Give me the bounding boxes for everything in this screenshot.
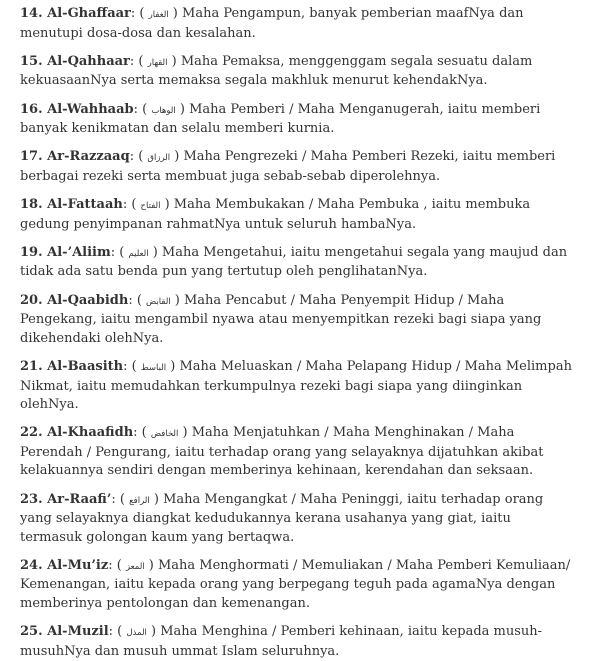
list-item: 16. Al-Wahhaab: ( الوهاب ) Maha Pemberi / Maha Menganugerah, iaitu memberi banyak kenikmatan dan selalu memberi kurnia. [20, 101, 541, 137]
entry-description: Maha Menghina / Pemberi kehinaan, iaitu kepada musuh-musuhNya dan musuh ummat Islam seluruhnya. [20, 624, 543, 659]
entry-arabic: الغفار [148, 10, 169, 20]
entry-name: 18. Al-Fattaah [20, 197, 123, 213]
list-item: 24. Al-Mu’iz: ( المعز ) Maha Menghormati / Memuliakan / Maha Pemberi Kemuliaan/ Kemenangan, iaitu kepada orang yang berpegang teguh pada agamaNya dengan memberinya pentolongan dan kemenangan. [20, 557, 571, 611]
entry-arabic: المذل [126, 628, 147, 639]
list-item: 22. Al-Khaafidh: ( الخافض ) Maha Menjatuhkan / Maha Menghinakan / Maha Perendah / Pengurang, iaitu terhadap orang yang selayaknya dijatuhkan akibat kelakuannya sendiri dengan memberinya kehinaan, kerendahan dan seksaan. [20, 425, 544, 479]
entry-name: 14. Al-Ghaffaar [20, 6, 131, 21]
entry-arabic: الرافع [129, 495, 150, 506]
entry-description: Maha Meluaskan / Maha Pelapang Hidup / Maha Melimpah Nikmat, iaitu memudahkan terkumpulnya rezeki bagi siapa yang diinginkan olehNya. [20, 359, 572, 413]
entry-name: 16. Al-Wahhaab [20, 101, 134, 117]
entry-name: 20. Al-Qaabidh [20, 292, 129, 308]
list-item: 20. Al-Qaabidh: ( القابض ) Maha Pencabut / Maha Penyempit Hidup / Maha Pengekang, iaitu mengambil nyawa atau menyempitkan rezeki bagi siapa yang dikehendaki olehNya. [20, 292, 542, 346]
entry-name: 21. Al-Baasith [20, 359, 124, 375]
entry-name: 15. Al-Qahhaar [20, 53, 130, 69]
entry-arabic: الخافض [150, 429, 179, 440]
entry-description: Maha Pencabut / Maha Penyempit Hidup / Maha Pengekang, iaitu mengambil nyawa atau menyempitkan rezeki bagi siapa yang dikehendaki olehNya. [20, 292, 542, 346]
list-item: 21. Al-Baasith: ( الباسط ) Maha Meluaskan / Maha Pelapang Hidup / Maha Melimpah Nikmat, iaitu memudahkan terkumpulnya rezeki bagi siapa yang diinginkan olehNya. [20, 359, 572, 413]
entry-name: 22. Al-Khaafidh [20, 425, 134, 441]
entry-description: Maha Mengetahui, iaitu mengetahui segala yang maujud dan tidak ada satu benda pun yang tertutup oleh penglihatanNya. [20, 244, 568, 280]
entry-description: Maha Mengangkat / Maha Peninggi, iaitu terhadap orang yang selayaknya diangkat kedudukannya kerana usahanya yang giat, iaitu termasuk golongan kaum yang bertaqwa. [20, 491, 544, 545]
entry-name: 25. Al-Muzil [20, 624, 109, 640]
entry-name: 17. Ar-Razzaaq [20, 149, 130, 165]
entry-name: 24. Al-Mu’iz [20, 557, 109, 573]
entry-description: Maha Pengrezeki / Maha Pemberi Rezeki, iaitu memberi berbagai rezeki serta membuat juga sebab-sebab diperolehnya. [20, 149, 556, 184]
entry-arabic: العليم [128, 248, 149, 259]
entry-description: Maha Pemberi / Maha Menganugerah, iaitu memberi banyak kenikmatan dan selalu memberi kurnia. [20, 101, 541, 137]
entry-arabic: الفتاح [140, 201, 161, 212]
entry-arabic: الباسط [140, 363, 167, 374]
entry-description: Maha Menjatuhkan / Maha Menghinakan / Maha Perendah / Pengurang, iaitu terhadap orang yang selayaknya dijatuhkan akibat kelakuannya sendiri dengan memberinya kehinaan, kerendahan dan seksaan. [20, 425, 544, 479]
list-item: 18. Al-Fattaah: ( الفتاح ) Maha Membukakan / Maha Pembuka , iaitu membuka gedung penyimpanan rahmatNya untuk seluruh hambaNya. [20, 197, 531, 232]
list-item: 15. Al-Qahhaar: ( القهار ) Maha Pemaksa, menggenggam segala sesuatu dalam kekuasaanNya serta memaksa segala makhluk menurut kehendakNya. [20, 53, 533, 89]
list-item: 14. Al-Ghaffaar: ( الغفار ) Maha Pengampun, banyak pemberian maafNya dan menutupi dosa-dosa dan kesalahan. [20, 6, 524, 41]
list-item: 23. Ar-Raafi’: ( الرافع ) Maha Mengangkat / Maha Peninggi, iaitu terhadap orang yang selayaknya diangkat kedudukannya kerana usahanya yang giat, iaitu termasuk golongan kaum yang bertaqwa. [20, 491, 544, 545]
entry-arabic: الوهاب [151, 105, 176, 116]
entry-description: Maha Menghormati / Memuliakan / Maha Pemberi Kemuliaan/ Kemenangan, iaitu kepada orang yang berpegang teguh pada agamaNya dengan memberinya pentolongan dan kemenangan. [20, 557, 571, 611]
entry-description: Maha Pemaksa, menggenggam segala sesuatu dalam kekuasaanNya serta memaksa segala makhluk menurut kehendakNya. [20, 53, 533, 89]
entry-arabic: القهار [147, 57, 168, 68]
list-item: 25. Al-Muzil: ( المذل ) Maha Menghina / Pemberi kehinaan, iaitu kepada musuh-musuhNya dan musuh ummat Islam seluruhnya. [20, 624, 543, 659]
entry-name: 19. Al-’Aliim [20, 244, 111, 260]
entry-arabic: المعز [125, 561, 145, 572]
entry-name: 23. Ar-Raafi’ [20, 491, 112, 507]
entry-description: Maha Membukakan / Maha Pembuka , iaitu membuka gedung penyimpanan rahmatNya untuk seluruh hambaNya. [20, 197, 531, 232]
list-item: 19. Al-’Aliim: ( العليم ) Maha Mengetahui, iaitu mengetahui segala yang maujud dan tidak ada satu benda pun yang tertutup oleh penglihatanNya. [20, 244, 568, 280]
entry-arabic: الرزاق [147, 153, 171, 164]
entry-description: Maha Pengampun, banyak pemberian maafNya dan menutupi dosa-dosa dan kesalahan. [20, 6, 524, 41]
list-item: 17. Ar-Razzaaq: ( الرزاق ) Maha Pengrezeki / Maha Pemberi Rezeki, iaitu memberi berbagai rezeki serta membuat juga sebab-sebab diperolehnya. [20, 149, 556, 184]
entry-arabic: القابض [146, 296, 171, 307]
